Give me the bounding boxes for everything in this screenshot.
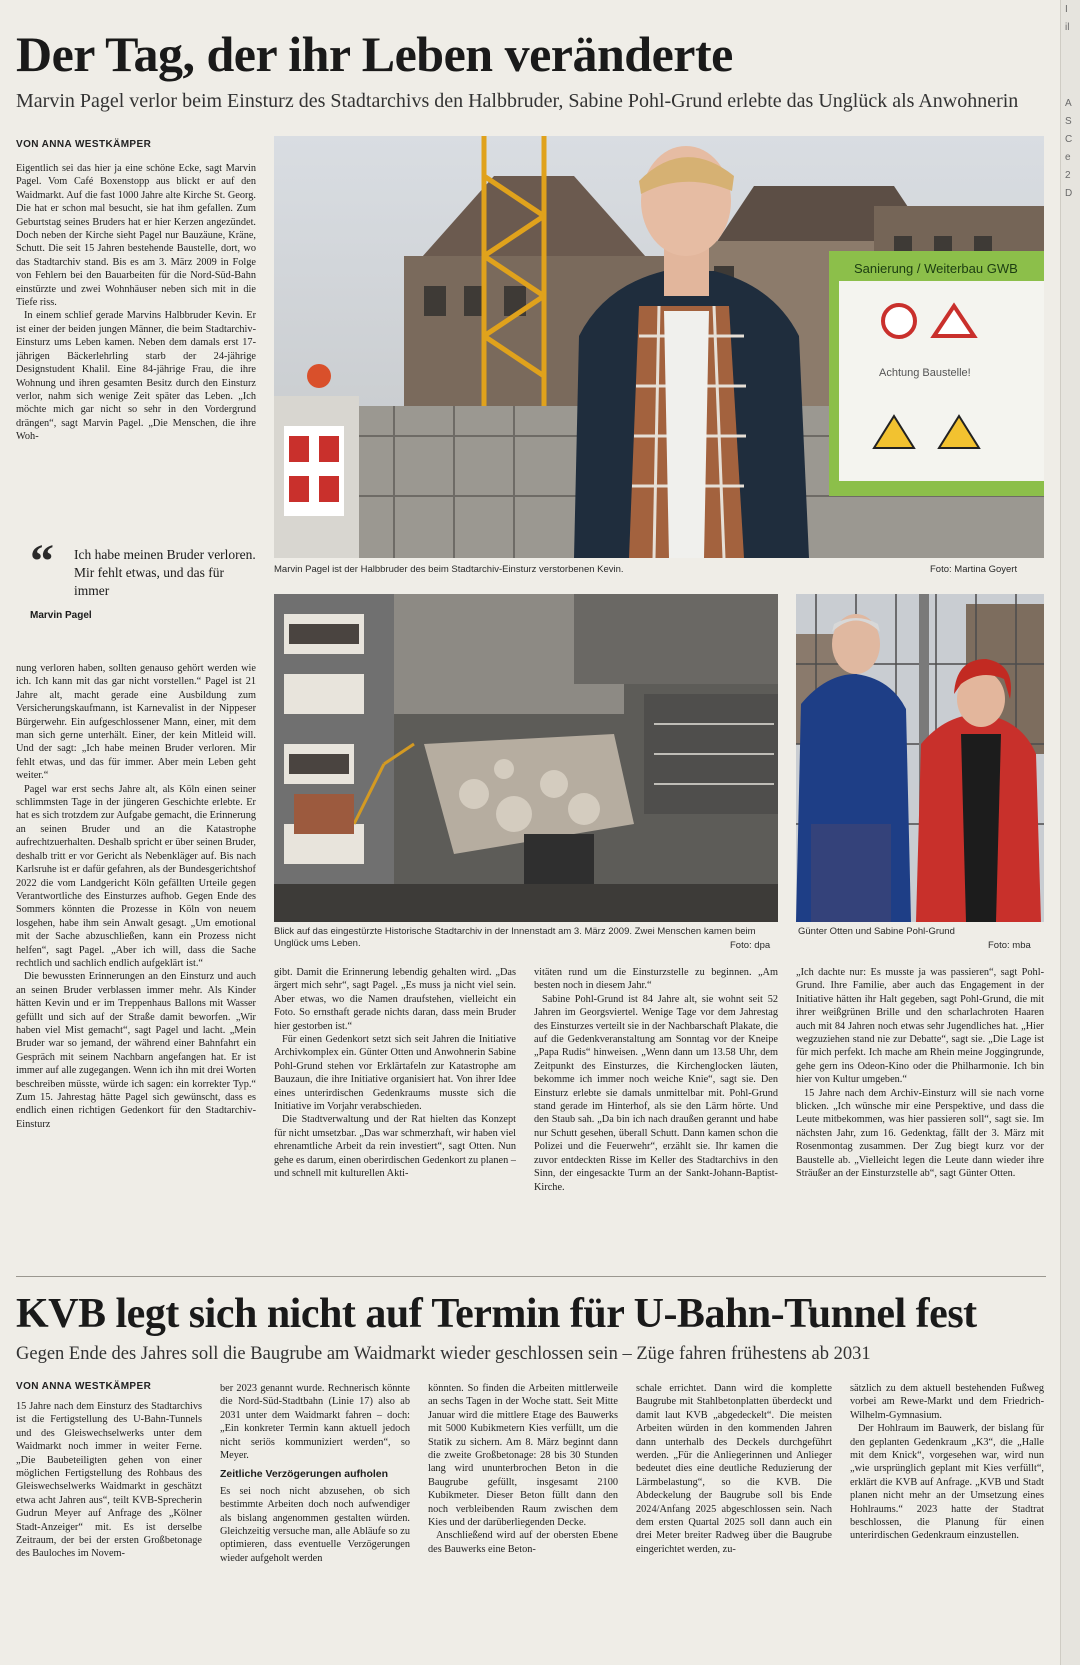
photo1-credit: Foto: Martina Goyert — [930, 564, 1018, 575]
paragraph: könnten. So finden die Arbeiten mittlerweile an sechs Tagen in der Woche statt. Seit Mitte Januar wird die mittlere Etage des Bauwerks mit 5000 Kubikmetern Kies verfüllt, um die Statik zu sichern. Am 8. März beginnt dann die zweite Großbetonage: 28 bis 30 Stunden lang wird ununterbrochen Beton in die Baugrube gefüllt, insgesamt 2100 Kubikmeter. Dieser Beton füllt dann den noch verbleibenden Raum zwischen dem Kies und der darüberliegenden Decke. — [428, 1383, 618, 1529]
paragraph: vitäten rund um die Einsturzstelle zu beginnen. „Am besten noch in diesem Jahr.“ — [534, 967, 778, 992]
article-divider — [16, 1276, 1046, 1277]
aerial-photo — [274, 594, 778, 922]
photo3-caption: Günter Otten und Sabine Pohl-Grund — [798, 926, 955, 937]
sign-warning-text: Achtung Baustelle! — [879, 367, 971, 379]
adjacent-page-letter: 2 — [1065, 170, 1071, 181]
article1-column-3 — [534, 966, 778, 1262]
article2-column-3 — [428, 1382, 618, 1620]
adjacent-page-letter: I — [1065, 4, 1068, 15]
paragraph: gibt. Damit die Erinnerung lebendig gehalten wird. „Das ärgert mich sehr“, sagt Pagel. „Es muss ja nicht viel sein. Aber etwas, wo die Namen draufstehen, vielleicht ein Foto. So ernsthaft gerade nichts daran, dass mein Bruder hier gestorben ist.“ — [274, 967, 516, 1032]
article1-column-1-top — [16, 162, 256, 518]
article1-column-4 — [796, 966, 1044, 1262]
paragraph: Es sei noch nicht abzusehen, ob sich bestimmte Arbeiten doch noch aufwendiger als bislang angenommen gestalten würden. Gleichzeitig versuche man, alle Abläufe so zu optimieren, dass eventuelle Verzögerungen wieder aufgeholt werden — [220, 1485, 410, 1564]
article2-headline: KVB legt sich nicht auf Termin für U-Bahn-Tunnel fest — [16, 1291, 977, 1337]
article2-column-5 — [850, 1382, 1044, 1620]
photo3-credit: Foto: mba — [988, 940, 1031, 951]
paragraph: Für einen Gedenkort setzt sich seit Jahren die Initiative Archivkomplex ein. Günter Otten und Anwohnerin Sabine Pohl-Grund stehen vor Erklärtafeln zur Katastrophe am Bauzaun, die ihre Initiative organisiert hat. Von ihrer Idee eines unterirdischen Gedenkraums musste sich die Initiative im Vorjahr verabschieden. — [274, 1034, 516, 1113]
quote-mark-icon: “ — [30, 535, 54, 588]
article2-column-2 — [220, 1382, 410, 1620]
paragraph: 15 Jahre nach dem Archiv-Einsturz will sie nach vorne blicken. „Ich wünsche mir eine Perspektive, und dass die Leute mitbekommen, was hier passieren soll“, sagt sie. Im nächsten Jahr, zum 16. Gedenktag, fällt der 3. März mit Rosenmontag zusammen. Der Zug biegt kurz vor der Baustelle ab. „Vielleicht legen die Leute dann wieder ihre Sträußer an der Einsturzstelle ab“, sagt Günter Otten. — [796, 1087, 1044, 1180]
paragraph: Die Stadtverwaltung und der Rat hielten das Konzept für nicht umsetzbar. „Das war schmerzhaft, wir haben viel ehrenamtliche Arbeit da rein investiert“, sagt Otten. Nun gehe es darum, einen oberirdischen Gedenkort zu planen – und schnell mit kulturellen Akti- — [274, 1114, 516, 1180]
photo2-caption: Blick auf das eingestürzte Historische Stadtarchiv in der Innenstadt am 3. März 2009. Zwei Menschen kamen beim Unglück ums Leben. — [274, 926, 756, 949]
article2-byline: VON ANNA WESTKÄMPER — [16, 1381, 152, 1392]
aerial-photo-graphic — [274, 594, 778, 922]
adjacent-page-letter: D — [1065, 188, 1073, 199]
article1-column-2 — [274, 966, 516, 1262]
photo1-caption: Marvin Pagel ist der Halbbruder des beim Stadtarchiv-Einsturz verstorbenen Kevin. — [274, 564, 624, 575]
paragraph: Eigentlich sei das hier ja eine schöne Ecke, sagt Marvin Pagel. Vom Café Boxenstopp aus blickt er auf den Waidmarkt. Auf die fast 1000 Jahre alte Kirche St. Georg. Die hat er schon mal besucht, sie hat ihm gefallen. Zum Geburtstag seines Bruders hat er hier Kerzen angezündet. Doch neben der Kirche sieht Pagel nur Bauzäune, Kräne, Schutt. Die seit 15 Jahren bestehende Baustelle, dort, wo das Stadtarchiv stand. Bis es am 3. März 2009 in Folge von Fehlern bei den Bauarbeiten für die Nord-Süd-Bahn einstürzte und zwei Wohnhäuser neben sich mit in die Tiefe riss. — [16, 163, 256, 309]
portrait-photo — [274, 136, 1044, 558]
paragraph: „Ich dachte nur: Es musste ja was passieren“, sagt Pohl-Grund. Ihre Familie, aber auch das Engagement in der Initiative hätten ihr Halt gegeben, sagt Pohl-Grund, die mit ihrer weißgrünen Brille und den scharlachroten Haaren auch mit 84 Jahren noch etwas sehr Jugendliches hat. „Hier wegzuziehen stand nie zur Debatte“, sagt sie. „Die Lage ist für mich perfekt. Ich mache am Rhein meine Joggingrunde, gehe gern ins Odeon-Kino oder die Philharmonie. Ich bin hier von Kultur umgeben.“ — [796, 967, 1044, 1086]
article1-byline: VON ANNA WESTKÄMPER — [16, 139, 152, 150]
photo2-credit: Foto: dpa — [730, 940, 771, 951]
couple-photo — [796, 594, 1044, 922]
adjacent-page-letter: e — [1065, 152, 1071, 163]
pull-quote-text: Ich habe meinen Bruder verloren. Mir fehlt etwas, und das für immer — [74, 547, 256, 598]
paragraph: Anschließend wird auf der obersten Ebene des Bauwerks eine Beton- — [428, 1530, 618, 1555]
article1-column-1-bottom — [16, 662, 256, 1260]
paragraph: Sabine Pohl-Grund ist 84 Jahre alt, sie wohnt seit 52 Jahren im Georgsviertel. Wenige Tage vor dem Jahrestag des Einsturzes verteilt sie in der Nachbarschaft Plakate, die auf die Gedenkveranstaltung am Sonntag vor der Kneipe „Papa Rudis“ hinweisen. „Wenn dann um 13.58 Uhr, dem Zeitpunkt des Einsturzes, die Kirchenglocken läuten, bekomme ich immer noch weiche Knie“, sagt sie. Den Einsturz erlebte sie damals unmittelbar mit. Pohl-Grund stand gerade im Hinterhof, als sie den Lärm hörte. Und den Staub sah. „Da bin ich nach draußen gerannt und habe nur Schutt gesehen, überall Schutt. Dann kamen schon die Polizei und die Feuerwehr“, erzählt sie. Ihr kamen die zuvor entdeckten Risse im Keller des Stadtarchivs in den Sinn, der eingesackte Turm an der Sankt-Johann-Baptist-Kirche. — [534, 993, 778, 1193]
article1-subline: Marvin Pagel verlor beim Einsturz des Stadtarchivs den Halbbruder, Sabine Pohl-Grund erlebte das Unglück als Anwohnerin — [16, 90, 1019, 112]
paragraph: ber 2023 genannt wurde. Rechnerisch könnte die Nord-Süd-Stadtbahn (Linie 17) also ab 2031 unter dem Waidmarkt fahren – doch: „Ein konkreter Termin kann aktuell jedoch nicht seriös kommuniziert werden“, so Meyer. — [220, 1383, 410, 1462]
paragraph: nung verloren haben, sollten genauso gehört werden wie ich. Ich kann mit das gar nicht vorstellen.“ Pagel ist 21 Jahre alt, macht gerade eine Ausbildung zum Versicherungskaufmann, ist Karnevalist in der Nippeser Bürgerwehr. Ein aufgeschlossener Mann, einer, mit dem man sich gerne unterhält. Einer, der kein Mitleid will. Und der sagt: „Ich habe meinen Bruder verloren. Mir fehlt etwas, und das für immer. Aber mein Leben geht weiter.“ — [16, 663, 256, 782]
adjacent-page-strip — [1060, 0, 1080, 1665]
adjacent-page-letter: C — [1065, 134, 1073, 145]
article2-subline: Gegen Ende des Jahres soll die Baugrube am Waidmarkt wieder geschlossen sein – Züge fahren frühestens ab 2031 — [16, 1344, 871, 1364]
article1-headline: Der Tag, der ihr Leben veränderte — [16, 26, 733, 82]
adjacent-page-letter: S — [1065, 116, 1072, 127]
paragraph: Der Hohlraum im Bauwerk, der bislang für den geplanten Gedenkraum „K3“, die „Halle mit dem Knick“, vorgesehen war, wird nun „wie ursprünglich geplant mit Kies verfüllt“, erklärt die KVB auf Anfrage. „KVB und Stadt planen nicht mehr an der Umsetzung eines Hohlraums.“ 2023 hatte der Stadtrat beschlossen, die Planung für einen unterirdischen Gedenkraum einzustellen. — [850, 1423, 1044, 1542]
article2-column-4 — [636, 1382, 832, 1620]
paragraph: sätzlich zu dem aktuell bestehenden Fußweg vorbei am Rewe-Markt und dem Friedrich-Wilhelm-Gymnasium. — [850, 1383, 1044, 1421]
paragraph: Die bewussten Erinnerungen an den Einsturz und auch an seinen Bruder verblassen immer mehr. Als Kinder hätten Kevin und er im Treppenhaus Ballons mit Wasser gefüllt und sich auf der Straße damit beworfen. „Wir haben viel Mist gemacht“, sagt Pagel und lacht. „Mein Bruder war so jemand, der während einer Bahnfahrt ein Gespräch mit seinem Nachbarn angefangen hat. Er ist immer auf alle zugegangen. Wenn ich ihn mit drei Worten beschreiben müsste, würde ich sagen: ein korrekter Typ.“ Zum 15. Jahrestag hätte Pagel sich gewünscht, dass es endlich einen richtigen Gedenkort für den Stadtarchiv-Einsturz — [16, 971, 256, 1130]
paragraph: 15 Jahre nach dem Einsturz des Stadtarchivs ist die Fertigstellung des U-Bahn-Tunnels und des Gleiswechselwerks unter dem Waidmarkt noch immer in weiter Ferne. „Die Baubeteiligten gehen von einer möglichen Fertigstellung des Rohbaus des Gleiswechselwerks Waidmarkt in geschätzt etwa acht Jahren aus“, teilt KVB-Sprecherin Gudrun Meyer auf Anfrage des „Kölner Stadt-Anzeiger“ mit. Es ist derselbe Zeitraum, der bei der ersten Großbetonage des Bauloches im Novem- — [16, 1401, 202, 1560]
pull-quote-author: Marvin Pagel — [30, 610, 92, 621]
couple-photo-graphic — [796, 594, 1044, 922]
portrait-photo-graphic — [274, 136, 1044, 558]
article2-column-1 — [16, 1400, 202, 1620]
paragraph: schale errichtet. Dann wird die komplette Baugrube mit Stahlbetonplatten überdeckt und damit laut KVB „abgedeckelt“. Die meisten Arbeiten würden in den kommenden Jahren dann unterhalb des Deckels durchgeführt werden. „Für die Anliegerinnen und Anlieger bedeutet dies eine deutliche Reduzierung der Lärmbelastung“, so die KVB. Die Abdeckelung der Baugrube soll bis Ende 2024/Anfang 2025 abgeschlossen sein. Nach dem ersten Quartal 2025 soll dann auch ein drei Meter breiter Radweg über die Baugrube eingerichtet werden, zu- — [636, 1383, 832, 1555]
paragraph: Pagel war erst sechs Jahre alt, als Köln einen seiner schlimmsten Tage in der jüngeren Geschichte erlebte. Er hat es sich trotzdem zur Aufgabe gemacht, die Erinnerung an seinen Bruder und an die Katastrophe aufrechtzuerhalten. Deshalb spricht er über seinen Bruder, deshalb tritt er vor Gericht als Nebenkläger auf. Bis nach Karlsruhe ist er dafür gefahren, als der Bundesgerichtshof 2022 die vom Landgericht Köln gefällten Urteile gegen Verantwortliche des Einsturzes aufhob. Gegen Ende des Sommers könnten die Prozesse in Köln von neuem losgehen, habe ihm sein Anwalt gesagt. „Um emotional mit der Sache abzuschließen, kann ein Prozess nicht helfen“, sagt Pagel. „Aber ich will, dass die Sache rechtlich und sachlich endlich aufgeklärt ist.“ — [16, 783, 256, 969]
subheading: Zeitliche Verzögerungen aufholen — [220, 1468, 389, 1481]
paragraph: In einem schlief gerade Marvins Halbbruder Kevin. Er ist einer der beiden jungen Männer, die beim Stadtarchiv-Einsturz ums Leben kamen. Neben dem damals erst 17-jährigen Bäckerlehrling starb der 24-jährige Designstudent Khalil. Eine 84-jährige Frau, die ihre Wohnung und ihren gesamten Besitz durch den Einsturz verlor, nahm sich wenige Zeit später das Leben. „Ich möchte mich gar nicht so sehr in den Vordergrund drängen“, sagt Marvin Pagel. „Die Menschen, die ihre Woh- — [16, 310, 256, 443]
pull-quote — [30, 535, 262, 621]
adjacent-page-letter: il — [1065, 22, 1070, 33]
sign-text: Sanierung / Weiterbau GWB — [854, 261, 1018, 276]
adjacent-page-letter: A — [1065, 98, 1072, 109]
